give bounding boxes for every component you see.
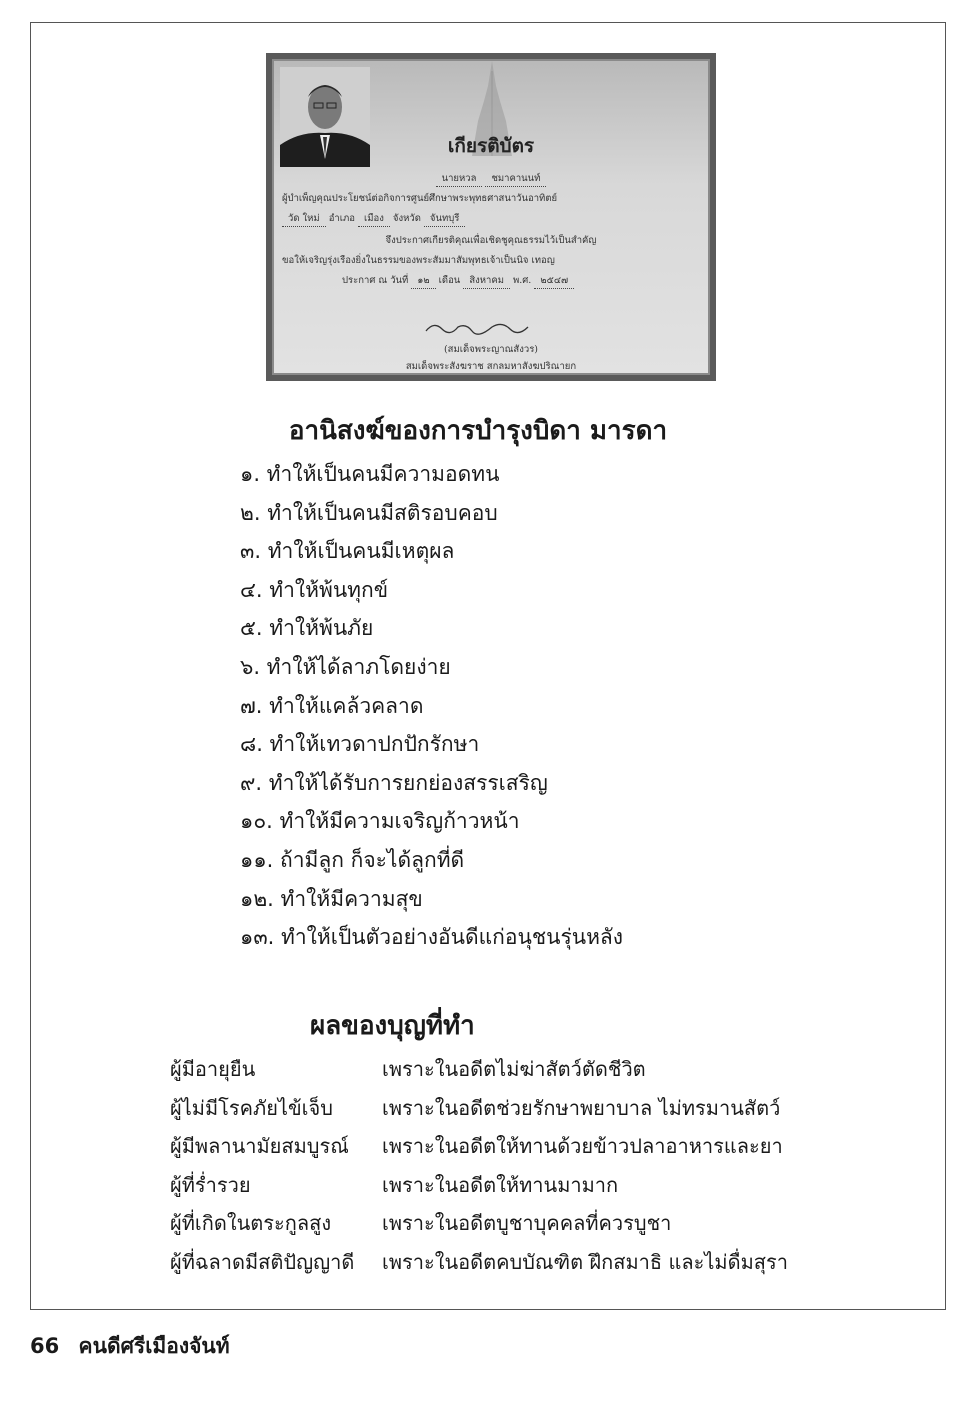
table-row — [170, 1050, 788, 1089]
certificate-recipient — [282, 171, 700, 187]
certificate-line3: จึงประกาศเกียรติคุณเพื่อเชิดชูคุณธรรมไว้เป็นสำคัญ — [385, 235, 597, 246]
result-why: เพราะในอดีตให้ทานด้วยข้าวปลาอาหารและยา — [382, 1134, 783, 1158]
certificate-line2 — [282, 211, 700, 227]
list-item: ๒. ทำให้เป็นคนมีสติรอบคอบ — [240, 500, 498, 525]
table-row — [170, 1089, 788, 1128]
date-month: สิงหาคม — [463, 273, 510, 289]
results-heading: ผลของบุญที่ทำ — [310, 1011, 475, 1041]
list-item: ๑๑. ถ้ามีลูก ก็จะได้ลูกที่ดี — [240, 847, 465, 872]
list-item: ๘. ทำให้เทวดาปกปักรักษา — [240, 732, 480, 757]
date-label: ประกาศ ณ วันที่ — [342, 275, 409, 286]
list-item: ๑. ทำให้เป็นคนมีความอดทน — [240, 462, 500, 486]
wat-name: วัด ใหม่ — [282, 211, 326, 227]
table-row — [170, 1243, 788, 1282]
province-value: จันทบุรี — [424, 211, 465, 227]
result-why: เพราะในอดีตบูชาบุคคลที่ควรบูชา — [382, 1211, 672, 1235]
result-who: ผู้ไม่มีโรคภัยไข้เจ็บ — [170, 1095, 333, 1120]
table-row — [170, 1204, 788, 1243]
year-label: พ.ศ. — [513, 275, 532, 286]
certificate-line1: ผู้บำเพ็ญคุณประโยชน์ต่อกิจการศูนย์ศึกษาพระพุทธศาสนาวันอาทิตย์ — [282, 193, 558, 204]
list-item: ๕. ทำให้พ้นภัย — [240, 616, 374, 641]
list-item: ๖. ทำให้ได้ลาภโดยง่าย — [240, 654, 451, 679]
recipient-prefix: นายหวล — [436, 171, 483, 187]
signature-icon — [422, 317, 532, 339]
result-why: เพราะในอดีตให้ทานมามาก — [382, 1172, 619, 1197]
page-footer — [30, 1330, 230, 1363]
benefits-heading: อานิสงฆ์ของการบำรุงบิดา มารดา — [288, 416, 668, 446]
result-why: เพราะในอดีตช่วยรักษาพยาบาล ไม่ทรมานสัตว์ — [382, 1095, 781, 1120]
date-day: ๑๒ — [411, 273, 435, 289]
list-item: ๑๒. ทำให้มีความสุข — [240, 886, 423, 911]
amphoe-label: อำเภอ — [328, 213, 355, 224]
table-row — [170, 1127, 788, 1166]
signature-title: สมเด็จพระสังฆราช สกลมหาสังฆปริณายก — [405, 361, 577, 372]
recipient-name: ชมาคานนท์ — [485, 171, 546, 187]
result-who: ผู้มีพลานามัยสมบูรณ์ — [170, 1134, 349, 1158]
province-label: จังหวัด — [392, 213, 421, 224]
list-item: ๑๐. ทำให้มีความเจริญก้าวหน้า — [240, 809, 520, 834]
list-item: ๓. ทำให้เป็นคนมีเหตุผล — [240, 539, 455, 564]
amphoe-value: เมือง — [358, 211, 390, 227]
month-label: เดือน — [438, 275, 461, 286]
signature-name: (สมเด็จพระญาณสังวร) — [443, 344, 539, 355]
certificate-line4: ขอให้เจริญรุ่งเรืองยิ่งในธรรมของพระสัมมาสัมพุทธเจ้าเป็นนิจ เทอญ — [282, 255, 555, 266]
page-number: 66 — [30, 1334, 60, 1358]
list-item: ๑๓. ทำให้เป็นตัวอย่างอันดีแก่อนุชนรุ่นหลัง — [240, 925, 624, 950]
result-who: ผู้ที่ฉลาดมีสติปัญญาดี — [170, 1249, 355, 1274]
list-item: ๔. ทำให้พ้นทุกข์ — [240, 577, 389, 602]
table-row — [170, 1166, 788, 1205]
list-item: ๙. ทำให้ได้รับการยกย่องสรรเสริญ — [240, 770, 548, 795]
certificate-title: เกียรติบัตร — [447, 135, 535, 157]
certificate-image — [266, 53, 716, 381]
result-who: ผู้ที่เกิดในตระกูลสูง — [170, 1211, 332, 1235]
result-why: เพราะในอดีตไม่ฆ่าสัตว์ตัดชีวิต — [382, 1057, 646, 1081]
certificate-date — [282, 273, 700, 289]
results-table — [170, 1050, 788, 1281]
benefits-list — [240, 455, 623, 957]
result-who: ผู้มีอายุยืน — [170, 1057, 256, 1081]
result-why: เพราะในอดีตคบบัณฑิต ฝึกสมาธิ และไม่ดื่มสุรา — [382, 1249, 788, 1274]
result-who: ผู้ที่ร่ำรวย — [170, 1172, 251, 1197]
date-year: ๒๕๔๗ — [534, 273, 574, 289]
publication-title: คนดีศรีเมืองจันท์ — [78, 1334, 230, 1358]
list-item: ๗. ทำให้แคล้วคลาด — [240, 693, 424, 718]
